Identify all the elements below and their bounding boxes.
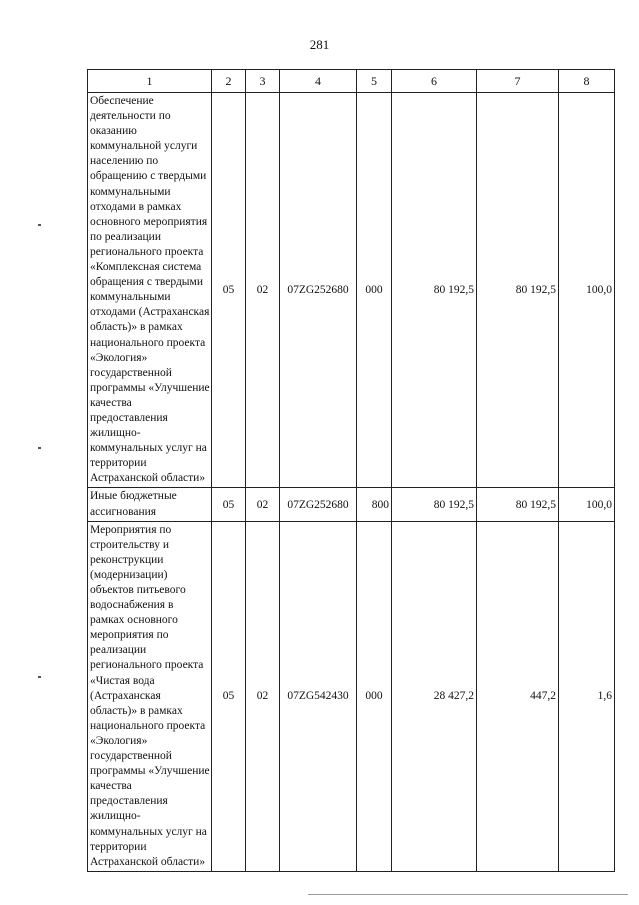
row-subsection: 02 (246, 93, 280, 488)
row-percent: 1,6 (559, 521, 615, 871)
budget-table (87, 69, 615, 872)
table-row (88, 93, 615, 488)
row-subsection: 02 (246, 488, 280, 521)
scan-mark (38, 447, 41, 449)
row-target-code: 07ZG252680 (280, 93, 357, 488)
row-expense-type: 800 (357, 488, 392, 521)
page-number: 281 (309, 37, 330, 52)
row-expense-type: 000 (357, 93, 392, 488)
row-subsection: 02 (246, 521, 280, 871)
col-header-6: 6 (392, 70, 477, 93)
col-header-7: 7 (477, 70, 559, 93)
bottom-rule (308, 894, 628, 895)
row-description: Обеспечение деятельности по оказанию коммунальной услуги населению по обращению с твердыми коммунальными отходами в рамках основного мероприятия по реализации регионального проекта «Комплексная система обращения с твердыми коммунальными отходами (Астраханская область)» в рамках национального проекта «Экология» государственной программы «Улучшение качества предоставления жилищно-коммунальных услуг на территории Астраханской области» (88, 93, 212, 488)
row-executed: 80 192,5 (477, 488, 559, 521)
row-executed: 447,2 (477, 521, 559, 871)
table-row (88, 488, 615, 521)
row-planned: 80 192,5 (392, 93, 477, 488)
row-section: 05 (212, 521, 246, 871)
col-header-5: 5 (357, 70, 392, 93)
scan-mark (38, 676, 41, 678)
row-expense-type: 000 (357, 521, 392, 871)
table-row (88, 521, 615, 871)
row-section: 05 (212, 488, 246, 521)
row-section: 05 (212, 93, 246, 488)
row-percent: 100,0 (559, 93, 615, 488)
col-header-3: 3 (246, 70, 280, 93)
row-target-code: 07ZG542430 (280, 521, 357, 871)
row-planned: 28 427,2 (392, 521, 477, 871)
row-description: Иные бюджетные ассигнования (88, 488, 212, 521)
row-percent: 100,0 (559, 488, 615, 521)
row-description: Мероприятия по строительству и реконструкции (модернизации) объектов питьевого водоснабжения в рамках основного мероприятия по реализации регионального проекта «Чистая вода (Астраханская область)» в рамках национального проекта «Экология» государственной программы «Улучшение качества предоставления жилищно-коммунальных услуг на территории Астраханской области» (88, 521, 212, 871)
col-header-2: 2 (212, 70, 246, 93)
row-executed: 80 192,5 (477, 93, 559, 488)
col-header-8: 8 (559, 70, 615, 93)
header-row (88, 70, 615, 93)
scan-mark (38, 224, 41, 226)
col-header-1: 1 (88, 70, 212, 93)
row-planned: 80 192,5 (392, 488, 477, 521)
col-header-4: 4 (280, 70, 357, 93)
row-target-code: 07ZG252680 (280, 488, 357, 521)
